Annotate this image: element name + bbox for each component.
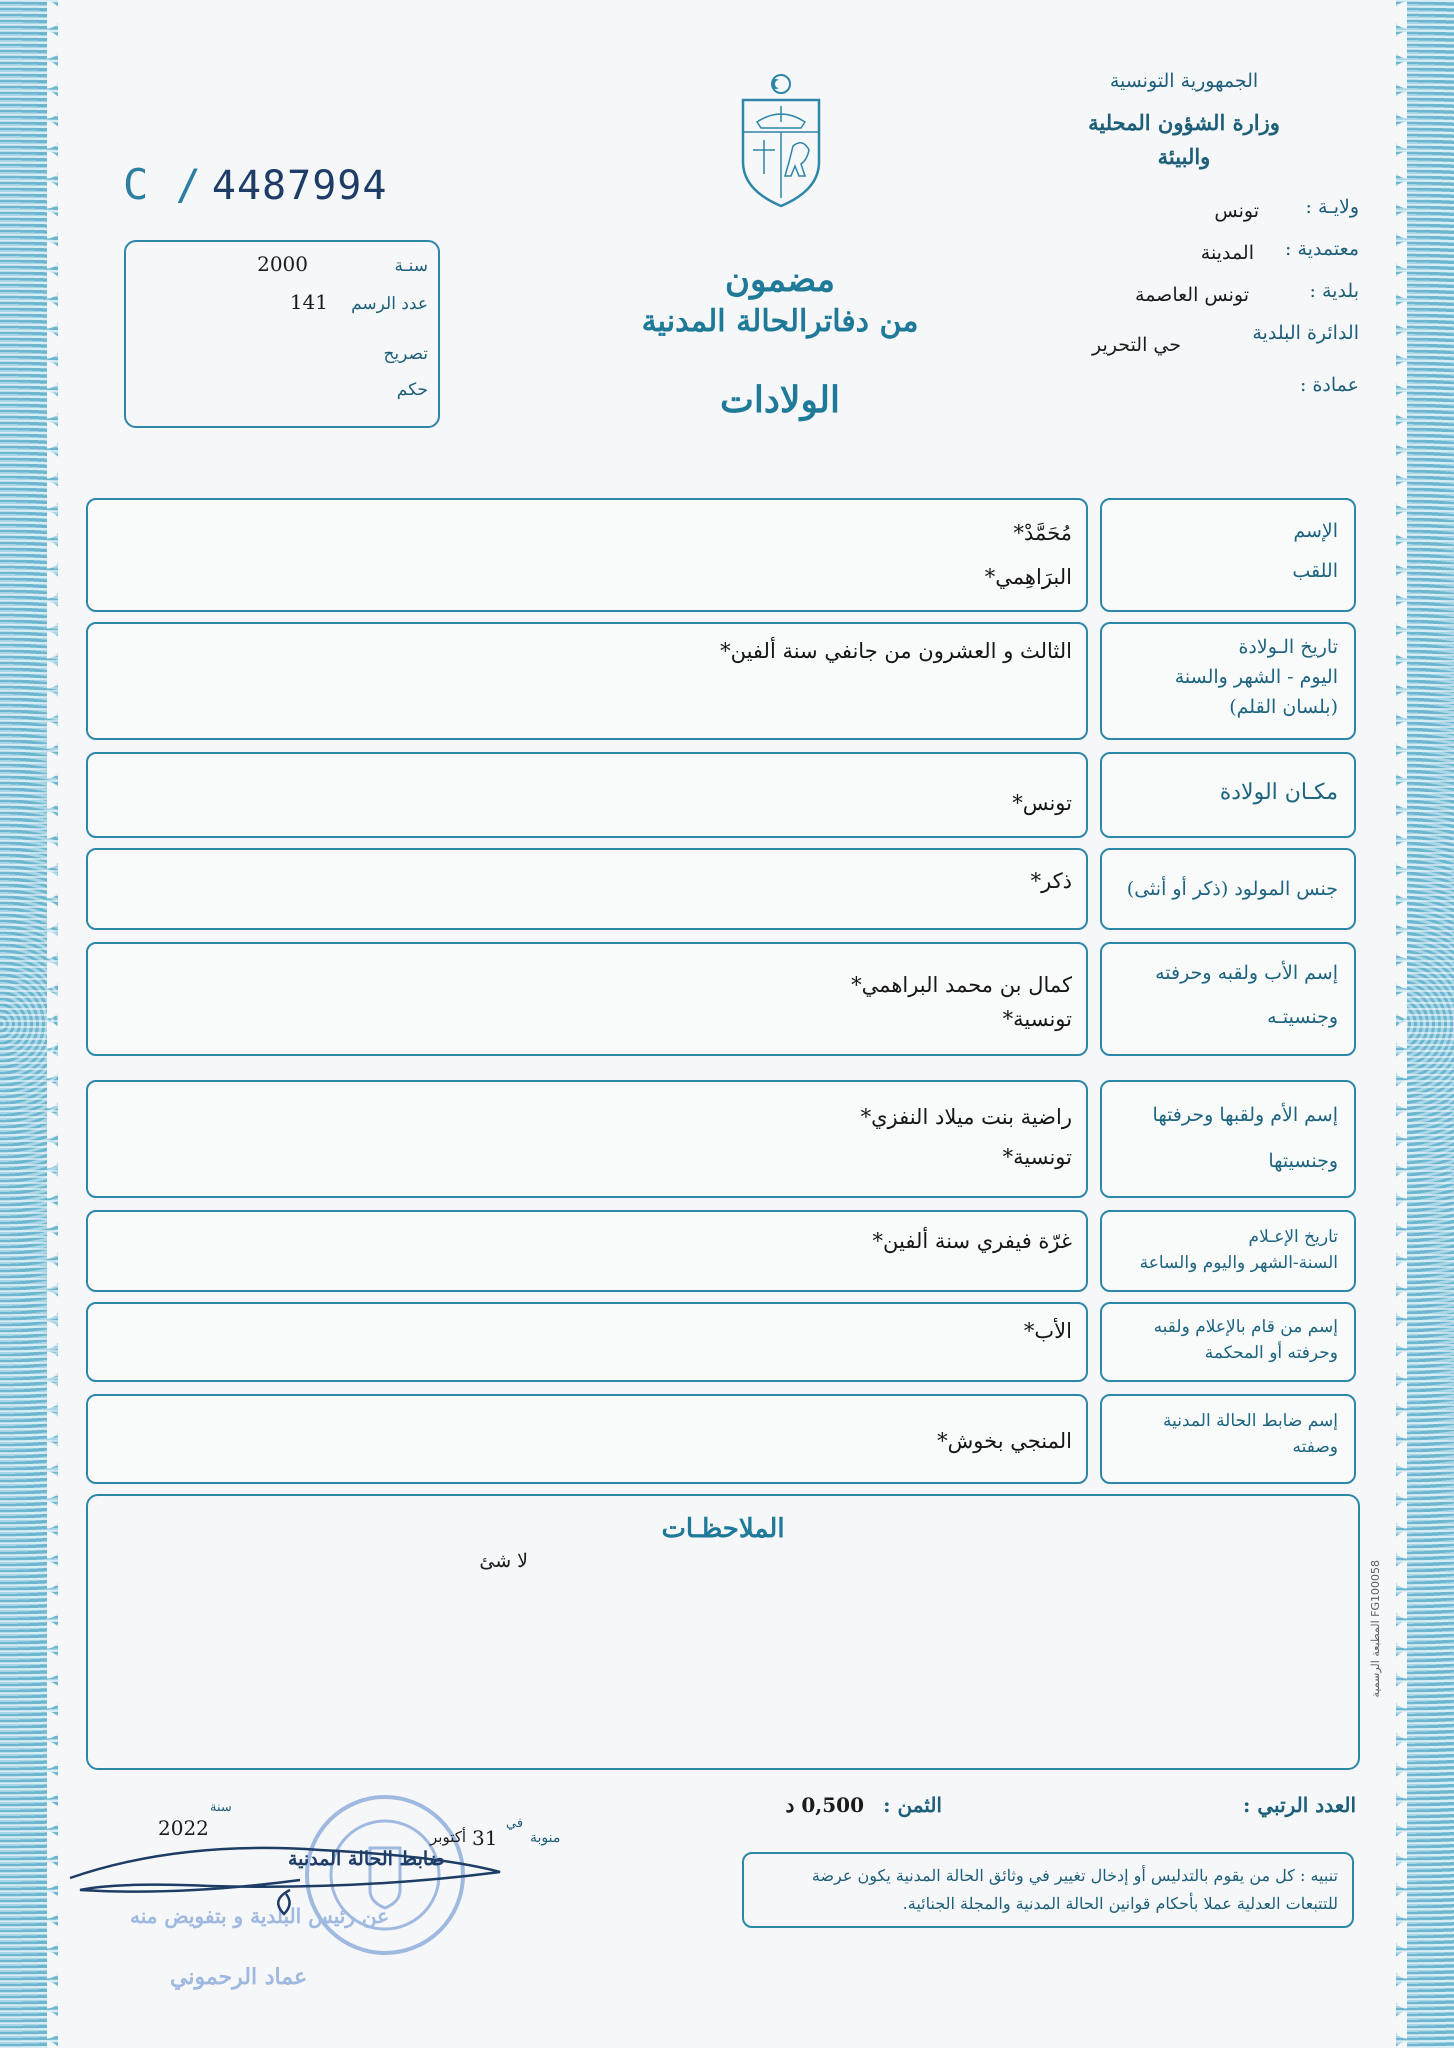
motamadia-line bbox=[1019, 238, 1359, 280]
issue-place-label: منوبة bbox=[530, 1830, 561, 1846]
decorative-border-right bbox=[1396, 0, 1454, 2048]
label-declarant-occupation: وحرفته أو المحكمة bbox=[1204, 1343, 1338, 1363]
serial-number: 4487994 bbox=[211, 163, 388, 209]
row-declarant-label bbox=[1100, 1302, 1356, 1382]
row-name bbox=[86, 498, 1356, 612]
row-declaration-date-label bbox=[1100, 1210, 1356, 1292]
value-registrar: المنجي بخوش* bbox=[937, 1429, 1072, 1453]
label-mother-nationality: وجنسيتها bbox=[1268, 1150, 1338, 1172]
baladia-value: تونس العاصمة bbox=[1135, 284, 1249, 306]
motamadia-label: معتمدية : bbox=[1285, 238, 1359, 260]
value-declarant: الأب* bbox=[1023, 1319, 1072, 1343]
daira-line bbox=[1019, 322, 1359, 364]
document-serial-number bbox=[123, 160, 387, 209]
row-birth-place-label bbox=[1100, 752, 1356, 838]
serial-prefix: C / bbox=[123, 160, 202, 209]
row-declarant bbox=[86, 1302, 1356, 1382]
row-mother-value bbox=[86, 1080, 1088, 1198]
value-birth-date: الثالث و العشرون من جانفي سنة ألفين* bbox=[720, 639, 1072, 663]
price-label: الثمن : bbox=[883, 1793, 942, 1817]
value-father: كمال بن محمد البراهمي* bbox=[851, 973, 1072, 997]
row-birth-date-value bbox=[86, 622, 1088, 740]
label-registrar-title: وصفته bbox=[1292, 1437, 1338, 1457]
title-line-2: من دفاترالحالة المدنية bbox=[641, 304, 919, 339]
value-birth-place: تونس* bbox=[1012, 791, 1072, 815]
row-registrar bbox=[86, 1394, 1356, 1484]
register-judgment-label: حكم bbox=[396, 380, 428, 400]
label-father: إسم الأب ولقبه وحرفته bbox=[1155, 962, 1338, 984]
row-father-label bbox=[1100, 942, 1356, 1056]
daira-label: الدائرة البلدية bbox=[1252, 322, 1359, 344]
value-declaration-date: غرّة فيفري سنة ألفين* bbox=[872, 1229, 1072, 1253]
register-year-row bbox=[257, 252, 428, 276]
row-registrar-label bbox=[1100, 1394, 1356, 1484]
value-mother-nationality: تونسية* bbox=[1002, 1145, 1072, 1169]
label-declaration-date-format: السنة-الشهر واليوم والساعة bbox=[1139, 1253, 1338, 1273]
issue-fi-label: في bbox=[506, 1816, 524, 1831]
print-code: المطبعة الرسمية FG100058 bbox=[1369, 1560, 1382, 1698]
officer-title: ضابط الحالة المدنية bbox=[288, 1848, 445, 1870]
value-first-name: مُحَمَّدْ* bbox=[1013, 521, 1072, 545]
label-mother: إسم الأم ولقبها وحرفتها bbox=[1152, 1104, 1338, 1126]
register-year-value: 2000 bbox=[257, 252, 308, 276]
handwritten-signature-icon bbox=[60, 1820, 580, 1920]
tunisia-coat-of-arms-icon bbox=[735, 70, 827, 210]
register-box bbox=[124, 240, 440, 428]
daira-value: حي التحرير bbox=[1092, 334, 1181, 356]
signature-area bbox=[60, 1780, 580, 2010]
register-number-row bbox=[289, 290, 428, 314]
value-father-nationality: تونسية* bbox=[1002, 1007, 1072, 1031]
officer-name-stamp: عماد الرحموني bbox=[170, 1964, 308, 1990]
value-surname: البرَاهِمي* bbox=[984, 565, 1072, 589]
imada-line bbox=[1019, 364, 1359, 406]
label-declarant: إسم من قام بالإعلام ولقبه bbox=[1153, 1317, 1338, 1337]
row-mother bbox=[86, 1080, 1356, 1198]
decorative-border-left bbox=[0, 0, 58, 2048]
label-birth-date-format: اليوم - الشهر والسنة bbox=[1174, 666, 1338, 688]
notes-heading: الملاحظـات bbox=[661, 1514, 785, 1544]
notes-box bbox=[86, 1494, 1360, 1770]
issue-day-value: 31 bbox=[472, 1826, 498, 1850]
baladia-line bbox=[1019, 280, 1359, 322]
label-first-name: الإسم bbox=[1293, 520, 1338, 542]
value-sex: ذكر* bbox=[1030, 869, 1072, 893]
issue-year-label: سنة bbox=[210, 1800, 232, 1815]
motamadia-value: المدينة bbox=[1200, 242, 1254, 264]
row-name-label bbox=[1100, 498, 1356, 612]
label-father-nationality: وجنسيتـه bbox=[1267, 1006, 1338, 1028]
delegation-stamp: عن رئيس البلدية و بتفويض منه bbox=[130, 1904, 390, 1928]
row-sex bbox=[86, 848, 1356, 930]
issue-month-value: أكتوبر bbox=[430, 1828, 467, 1846]
notes-value: لا شئ bbox=[479, 1550, 528, 1572]
row-declarant-value bbox=[86, 1302, 1088, 1382]
warning-line-2: للتتبعات العدلية عملا بأحكام قوانين الحالة المدنية والمجلة الجنائية. bbox=[902, 1894, 1338, 1913]
baladia-label: بلدية : bbox=[1309, 280, 1359, 302]
register-declaration-label: تصريح bbox=[383, 344, 428, 364]
register-number-label: عدد الرسم bbox=[351, 294, 428, 314]
row-birth-date bbox=[86, 622, 1356, 740]
ministry-line-2: والبيئة bbox=[1157, 144, 1211, 169]
warning-box bbox=[742, 1852, 1354, 1928]
title-line-1: مضمون bbox=[725, 260, 835, 300]
label-birth-place: مكـان الولادة bbox=[1219, 780, 1338, 805]
warning-line-1: تنبيه : كل من يقوم بالتدليس أو إدخال تغيير في وثائق الحالة المدنية يكون عرضة bbox=[811, 1866, 1338, 1885]
row-birth-date-label bbox=[1100, 622, 1356, 740]
label-registrar: إسم ضابط الحالة المدنية bbox=[1163, 1411, 1338, 1431]
administrative-block bbox=[1019, 196, 1359, 406]
row-father-value bbox=[86, 942, 1088, 1056]
row-sex-value bbox=[86, 848, 1088, 930]
row-birth-place bbox=[86, 752, 1356, 838]
ministry-line-1: وزارة الشؤون المحلية bbox=[1088, 110, 1280, 135]
row-sex-label bbox=[1100, 848, 1356, 930]
serial-order-label: العدد الرتبي : bbox=[1243, 1793, 1356, 1817]
row-mother-label bbox=[1100, 1080, 1356, 1198]
issuer-header bbox=[1034, 70, 1334, 174]
title-line-3: الولادات bbox=[719, 379, 841, 421]
label-sex: جنس المولود (ذكر أو أنثى) bbox=[1126, 878, 1338, 900]
row-registrar-value bbox=[86, 1394, 1088, 1484]
row-father bbox=[86, 942, 1356, 1056]
value-mother: راضية بنت ميلاد النفزي* bbox=[860, 1105, 1072, 1129]
register-year-label: سنـة bbox=[394, 256, 428, 276]
republic-label: الجمهورية التونسية bbox=[1109, 70, 1259, 92]
row-declaration-date-value bbox=[86, 1210, 1088, 1292]
wilaya-value: تونس bbox=[1214, 200, 1259, 222]
register-number-value: 141 bbox=[289, 290, 328, 314]
label-birth-date: تاريخ الـولادة bbox=[1238, 636, 1338, 658]
issue-year-value: 2022 bbox=[158, 1816, 209, 1840]
wilaya-line bbox=[1019, 196, 1359, 238]
label-birth-date-note: (بلسان القلم) bbox=[1229, 696, 1338, 718]
row-name-value bbox=[86, 498, 1088, 612]
row-birth-place-value bbox=[86, 752, 1088, 838]
wilaya-label: ولايـة : bbox=[1305, 196, 1359, 218]
row-declaration-date bbox=[86, 1210, 1356, 1292]
imada-label: عمادة : bbox=[1300, 374, 1359, 396]
label-surname: اللقب bbox=[1292, 560, 1338, 582]
label-declaration-date: تاريخ الإعـلام bbox=[1248, 1227, 1338, 1247]
document-title bbox=[560, 260, 1000, 421]
price-value: 0,500 د bbox=[785, 1793, 864, 1817]
